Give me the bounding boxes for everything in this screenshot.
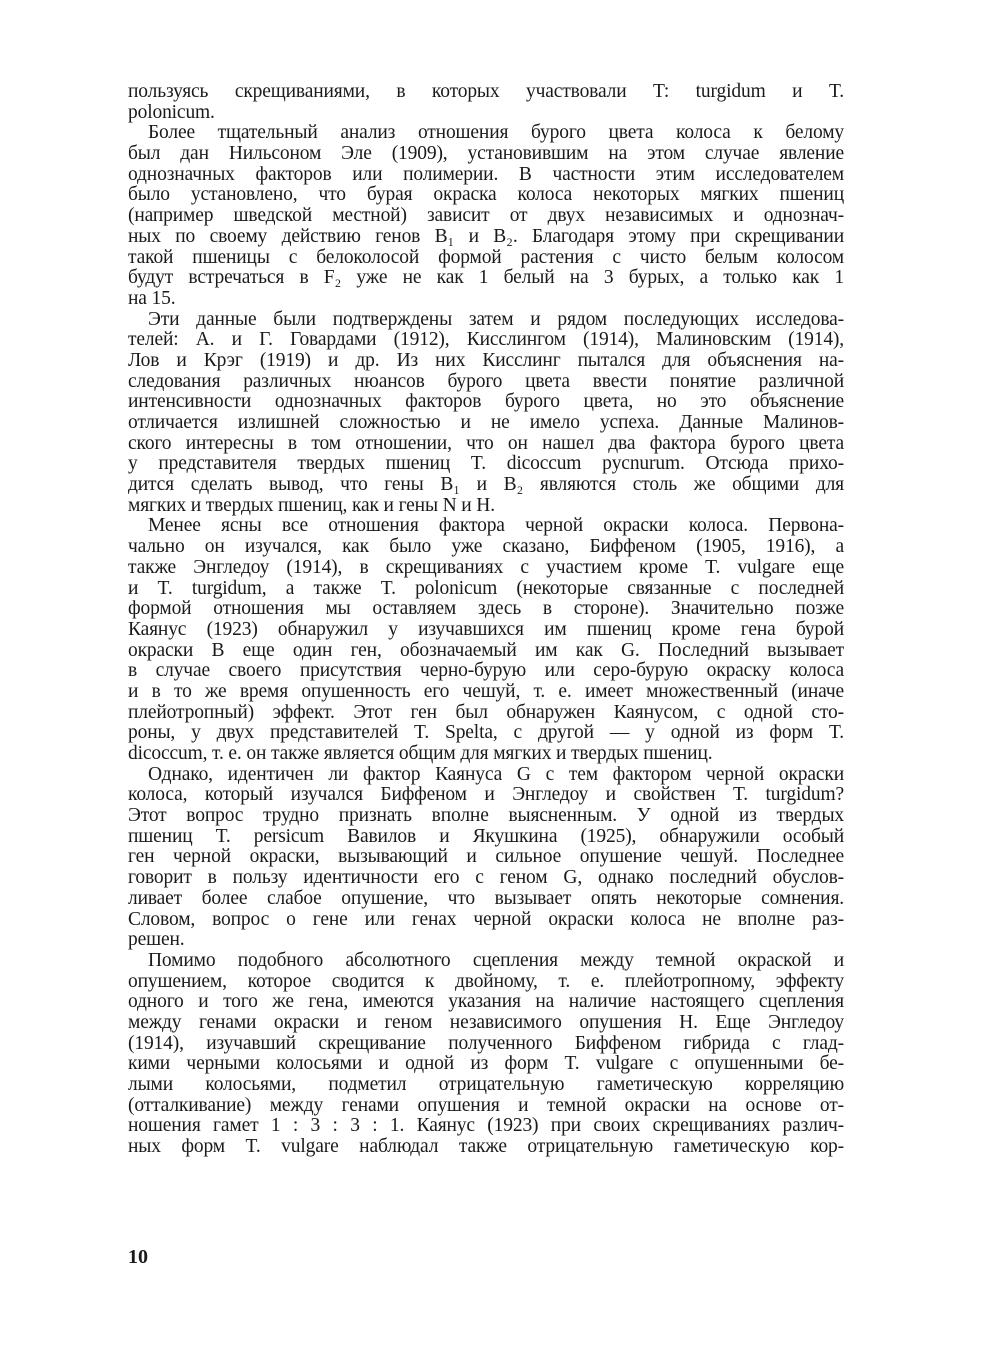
- text-line: роны, у двух представителей T. Spelta, с другой — у одной из форм T.: [128, 722, 844, 744]
- text-line: ных по своему действию генов B₁ и B₂. Благодаря этому при скрещивании: [128, 225, 844, 247]
- text-line: кими черными колосьями и одной из форм T. vulgare с опушенными бе-: [128, 1053, 844, 1075]
- text-line: Лов и Крэг (1919) и др. Из них Кисслинг пытался для объяснения на-: [128, 349, 844, 371]
- text-line: (1914), изучавший скрещивание полученного Биффеном гибрида с глад-: [128, 1032, 844, 1054]
- page-body: [128, 82, 844, 1158]
- text-line: (отталкивание) между генами опушения и темной окраски на основе от-: [128, 1094, 844, 1116]
- text-line: Этот вопрос трудно признать вполне выясненным. У одной из твердых: [128, 805, 844, 827]
- text-line: отличается излишней сложностью и не имело успеха. Данные Малинов-: [128, 412, 844, 433]
- text-line: также Энгледоу (1914), в скрещиваниях с участием кроме T. vulgare еще: [128, 556, 844, 578]
- text-line: интенсивности однозначных факторов бурого цвета, но это объяснение: [128, 391, 844, 413]
- text-line: формой отношения мы оставляем здесь в стороне). Значительно позже: [128, 598, 844, 620]
- text-line: однозначных факторов или полимерии. В частности этим исследователем: [128, 163, 844, 185]
- text-line: ных форм T. vulgare наблюдал также отрицательную гаметическую кор-: [128, 1136, 844, 1158]
- text-line: (например шведской местной) зависит от двух независимых и однознач-: [128, 205, 844, 227]
- text-line: Каянус (1923) обнаружил у изучавшихся им пшениц кроме гена бурой: [128, 618, 844, 640]
- text-line: в случае своего присутствия черно-бурую или серо-бурую окраску колоса: [128, 660, 844, 682]
- text-line: между генами окраски и геном независимого опушения H. Еще Энгледоу: [128, 1011, 844, 1033]
- text-line: ского интересны в том отношении, что он нашел два фактора бурого цвета: [128, 432, 844, 454]
- text-line: Помимо подобного абсолютного сцепления между темной окраской и: [148, 949, 844, 971]
- text-line: Эти данные были подтверждены затем и рядом последующих исследова-: [148, 308, 844, 330]
- text-line: ношения гамет 1 : 3 : 3 : 1. Каянус (1923) при своих скрещиваниях различ-: [128, 1115, 844, 1137]
- text-line: polonicum.: [128, 101, 215, 123]
- text-line: окраски B еще один ген, обозначаемый им как G. Последний вызывает: [128, 639, 844, 661]
- text-line: телей: А. и Г. Говардами (1912), Кисслингом (1914), Малиновским (1914),: [128, 329, 844, 351]
- page-number: 10: [128, 1246, 148, 1268]
- text-line: было установлено, что бурая окраска колоса некоторых мягких пшениц: [128, 184, 844, 206]
- text-line: dicoccum, т. е. он также является общим для мягких и твердых пшениц.: [128, 743, 713, 764]
- text-line: и T. turgidum, а также T. polonicum (некоторые связанные с последней: [128, 577, 844, 599]
- text-line: решен.: [128, 929, 185, 951]
- text-line: такой пшеницы с белоколосой формой растения с чисто белым колосом: [128, 246, 844, 268]
- text-line: плейотропный) эффект. Этот ген был обнаружен Каянусом, с одной сто-: [128, 701, 844, 723]
- text-line: чально он изучался, как было уже сказано, Биффеном (1905, 1916), а: [128, 536, 844, 558]
- text-line: и в то же время опушенность его чешуй, т. е. имеет множественный (иначе: [128, 680, 844, 702]
- text-line: на 15.: [128, 287, 176, 309]
- text-line: был дан Нильсоном Эле (1909), установившим на этом случае явление: [128, 143, 844, 165]
- text-line: Словом, вопрос о гене или генах черной окраски колоса не вполне раз-: [128, 908, 844, 930]
- text-line: пшениц T. persicum Вавилов и Якушкина (1925), обнаружили особый: [128, 825, 844, 847]
- text-line: опушением, которое сводится к двойному, т. е. плейотропному, эффекту: [128, 970, 844, 992]
- text-line: Менее ясны все отношения фактора черной окраски колоса. Первона-: [148, 515, 844, 537]
- text-line: Более тщательный анализ отношения бурого цвета колоса к белому: [148, 122, 844, 144]
- text-line: мягких и твердых пшениц, как и гены N и H.: [128, 494, 495, 516]
- text-line: ливает более слабое опушение, что вызывает опять некоторые сомнения.: [128, 887, 844, 909]
- text-line: дится сделать вывод, что гены B₁ и B₂ являются столь же общими для: [128, 474, 844, 496]
- text-line: ген черной окраски, вызывающий и сильное опушение чешуй. Последнее: [128, 846, 844, 868]
- text-line: будут встречаться в F₂ уже не как 1 белый на 3 бурых, а только как 1: [128, 267, 844, 289]
- text-line: одного и того же гена, имеются указания на наличие настоящего сцепления: [128, 991, 844, 1013]
- text-line: говорит в пользу идентичности его с геном G, однако последний обуслов-: [128, 867, 844, 889]
- text-line: колоса, который изучался Биффеном и Энгледоу и свойствен T. turgidum?: [128, 784, 844, 806]
- text-line: Однако, идентичен ли фактор Каянуса G с тем фактором черной окраски: [148, 763, 844, 785]
- text-line: лыми колосьями, подметил отрицательную гаметическую корреляцию: [128, 1074, 844, 1095]
- text-line: у представителя твердых пшениц T. dicoccum pycnurum. Отсюда прихо-: [128, 453, 844, 475]
- text-line: следования различных нюансов бурого цвета ввести понятие различной: [128, 370, 844, 392]
- text-line: пользуясь скрещиваниями, в которых участвовали T: turgidum и T.: [128, 81, 844, 102]
